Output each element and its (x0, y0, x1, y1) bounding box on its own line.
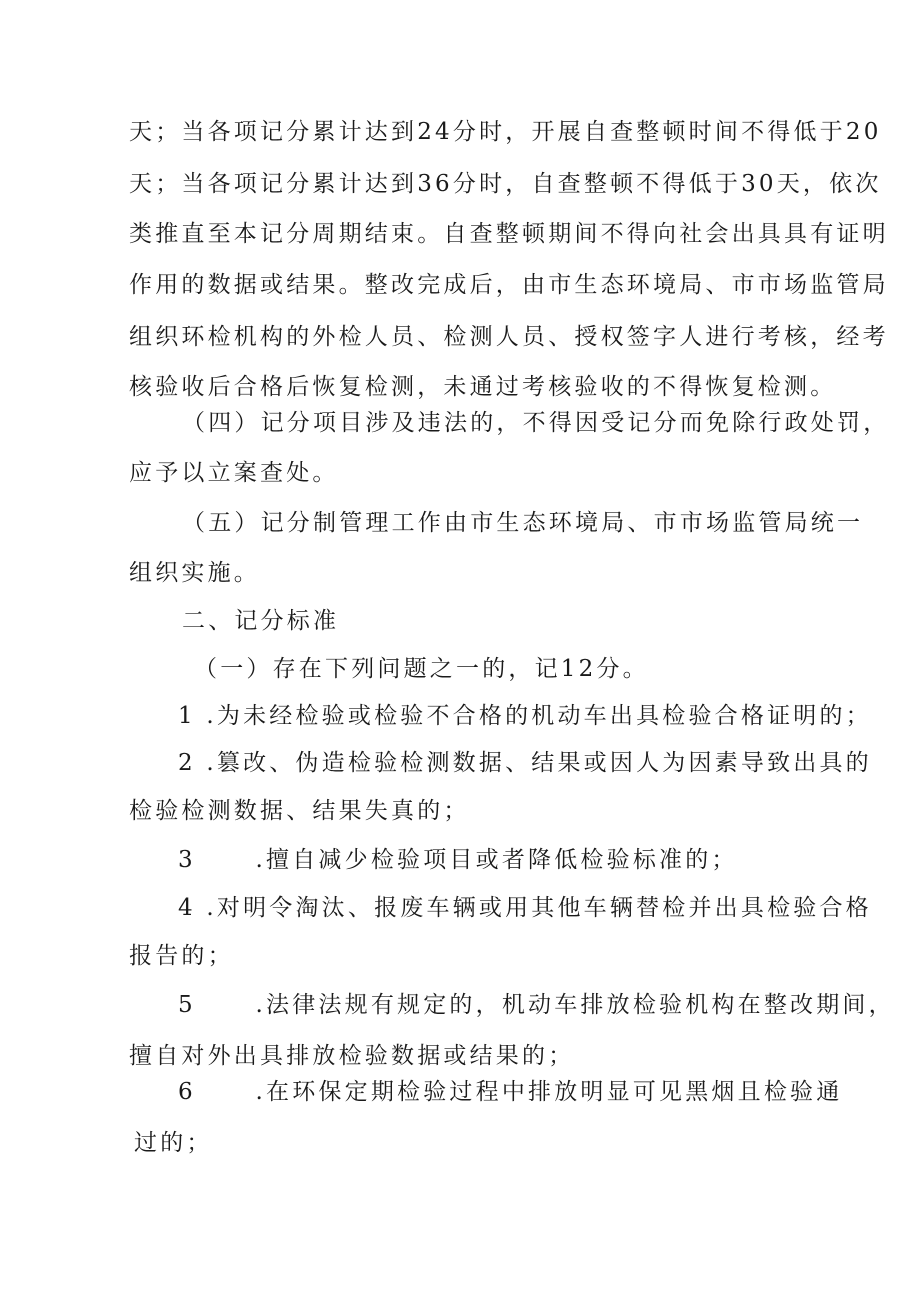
para1-line-3: 类推直至本记分周期结束。自查整顿期间不得向社会出具具有证明 (129, 221, 889, 247)
list-item-text: .为未经检验或检验不合格的机动车出具检验合格证明的； (206, 703, 872, 729)
list-item-5-cont: 擅自对外出具排放检验数据或结果的； (129, 1043, 575, 1069)
list-item-text: .在环保定期检验过程中排放明显可见黑烟且检验通 (255, 1079, 843, 1105)
list-item-3 (178, 845, 738, 875)
para1-line-1: 天；当各项记分累计达到24分时，开展自查整顿时间不得低于20 (129, 119, 882, 145)
para-four-line-2: 应予以立案查处。 (129, 460, 339, 486)
list-item-text: .篡改、伪造检验检测数据、结果或因人为因素导致出具的 (206, 750, 872, 776)
list-item-text: .对明令淘汰、报废车辆或用其他车辆替检并出具检验合格 (206, 895, 872, 921)
list-item-4 (178, 893, 872, 923)
list-item-5 (178, 990, 895, 1020)
list-item-1 (178, 701, 872, 731)
para-four-line-1: （四）记分项目涉及违法的，不得因受记分而免除行政处罚， (182, 410, 890, 436)
list-item-6-cont: 过的； (134, 1130, 213, 1156)
list-item-6 (178, 1077, 842, 1107)
list-item-number: 5 (178, 992, 196, 1018)
para-five-line-1: （五）记分制管理工作由市生态环境局、市市场监管局统一 (182, 510, 864, 536)
list-item-2 (178, 748, 872, 778)
list-item-2-cont: 检验检测数据、结果失真的； (129, 798, 470, 824)
section-heading: 二、记分标准 (182, 608, 340, 634)
list-item-text: .法律法规有规定的，机动车排放检验机构在整改期间， (255, 992, 895, 1018)
para1-line-4: 作用的数据或结果。整改完成后，由市生态环境局、市市场监管局 (129, 272, 889, 298)
list-item-4-cont: 报告的； (129, 943, 234, 969)
sub-heading: （一）存在下列问题之一的，记12分。 (194, 656, 649, 682)
list-item-number: 4 (178, 895, 196, 921)
list-item-number: 6 (178, 1079, 196, 1105)
list-item-text: .擅自减少检验项目或者降低检验标准的； (255, 847, 738, 873)
para-five-line-2: 组织实施。 (129, 560, 260, 586)
para1-line-6: 核验收后合格后恢复检测，未通过考核验收的不得恢复检测。 (129, 374, 837, 400)
list-item-number: 3 (178, 847, 196, 873)
list-item-number: 1 (178, 703, 196, 729)
para1-line-5: 组织环检机构的外检人员、检测人员、授权签字人进行考核，经考 (129, 324, 889, 350)
list-item-number: 2 (178, 750, 196, 776)
para1-line-2: 天；当各项记分累计达到36分时，自查整顿不得低于30天，依次 (129, 171, 882, 197)
